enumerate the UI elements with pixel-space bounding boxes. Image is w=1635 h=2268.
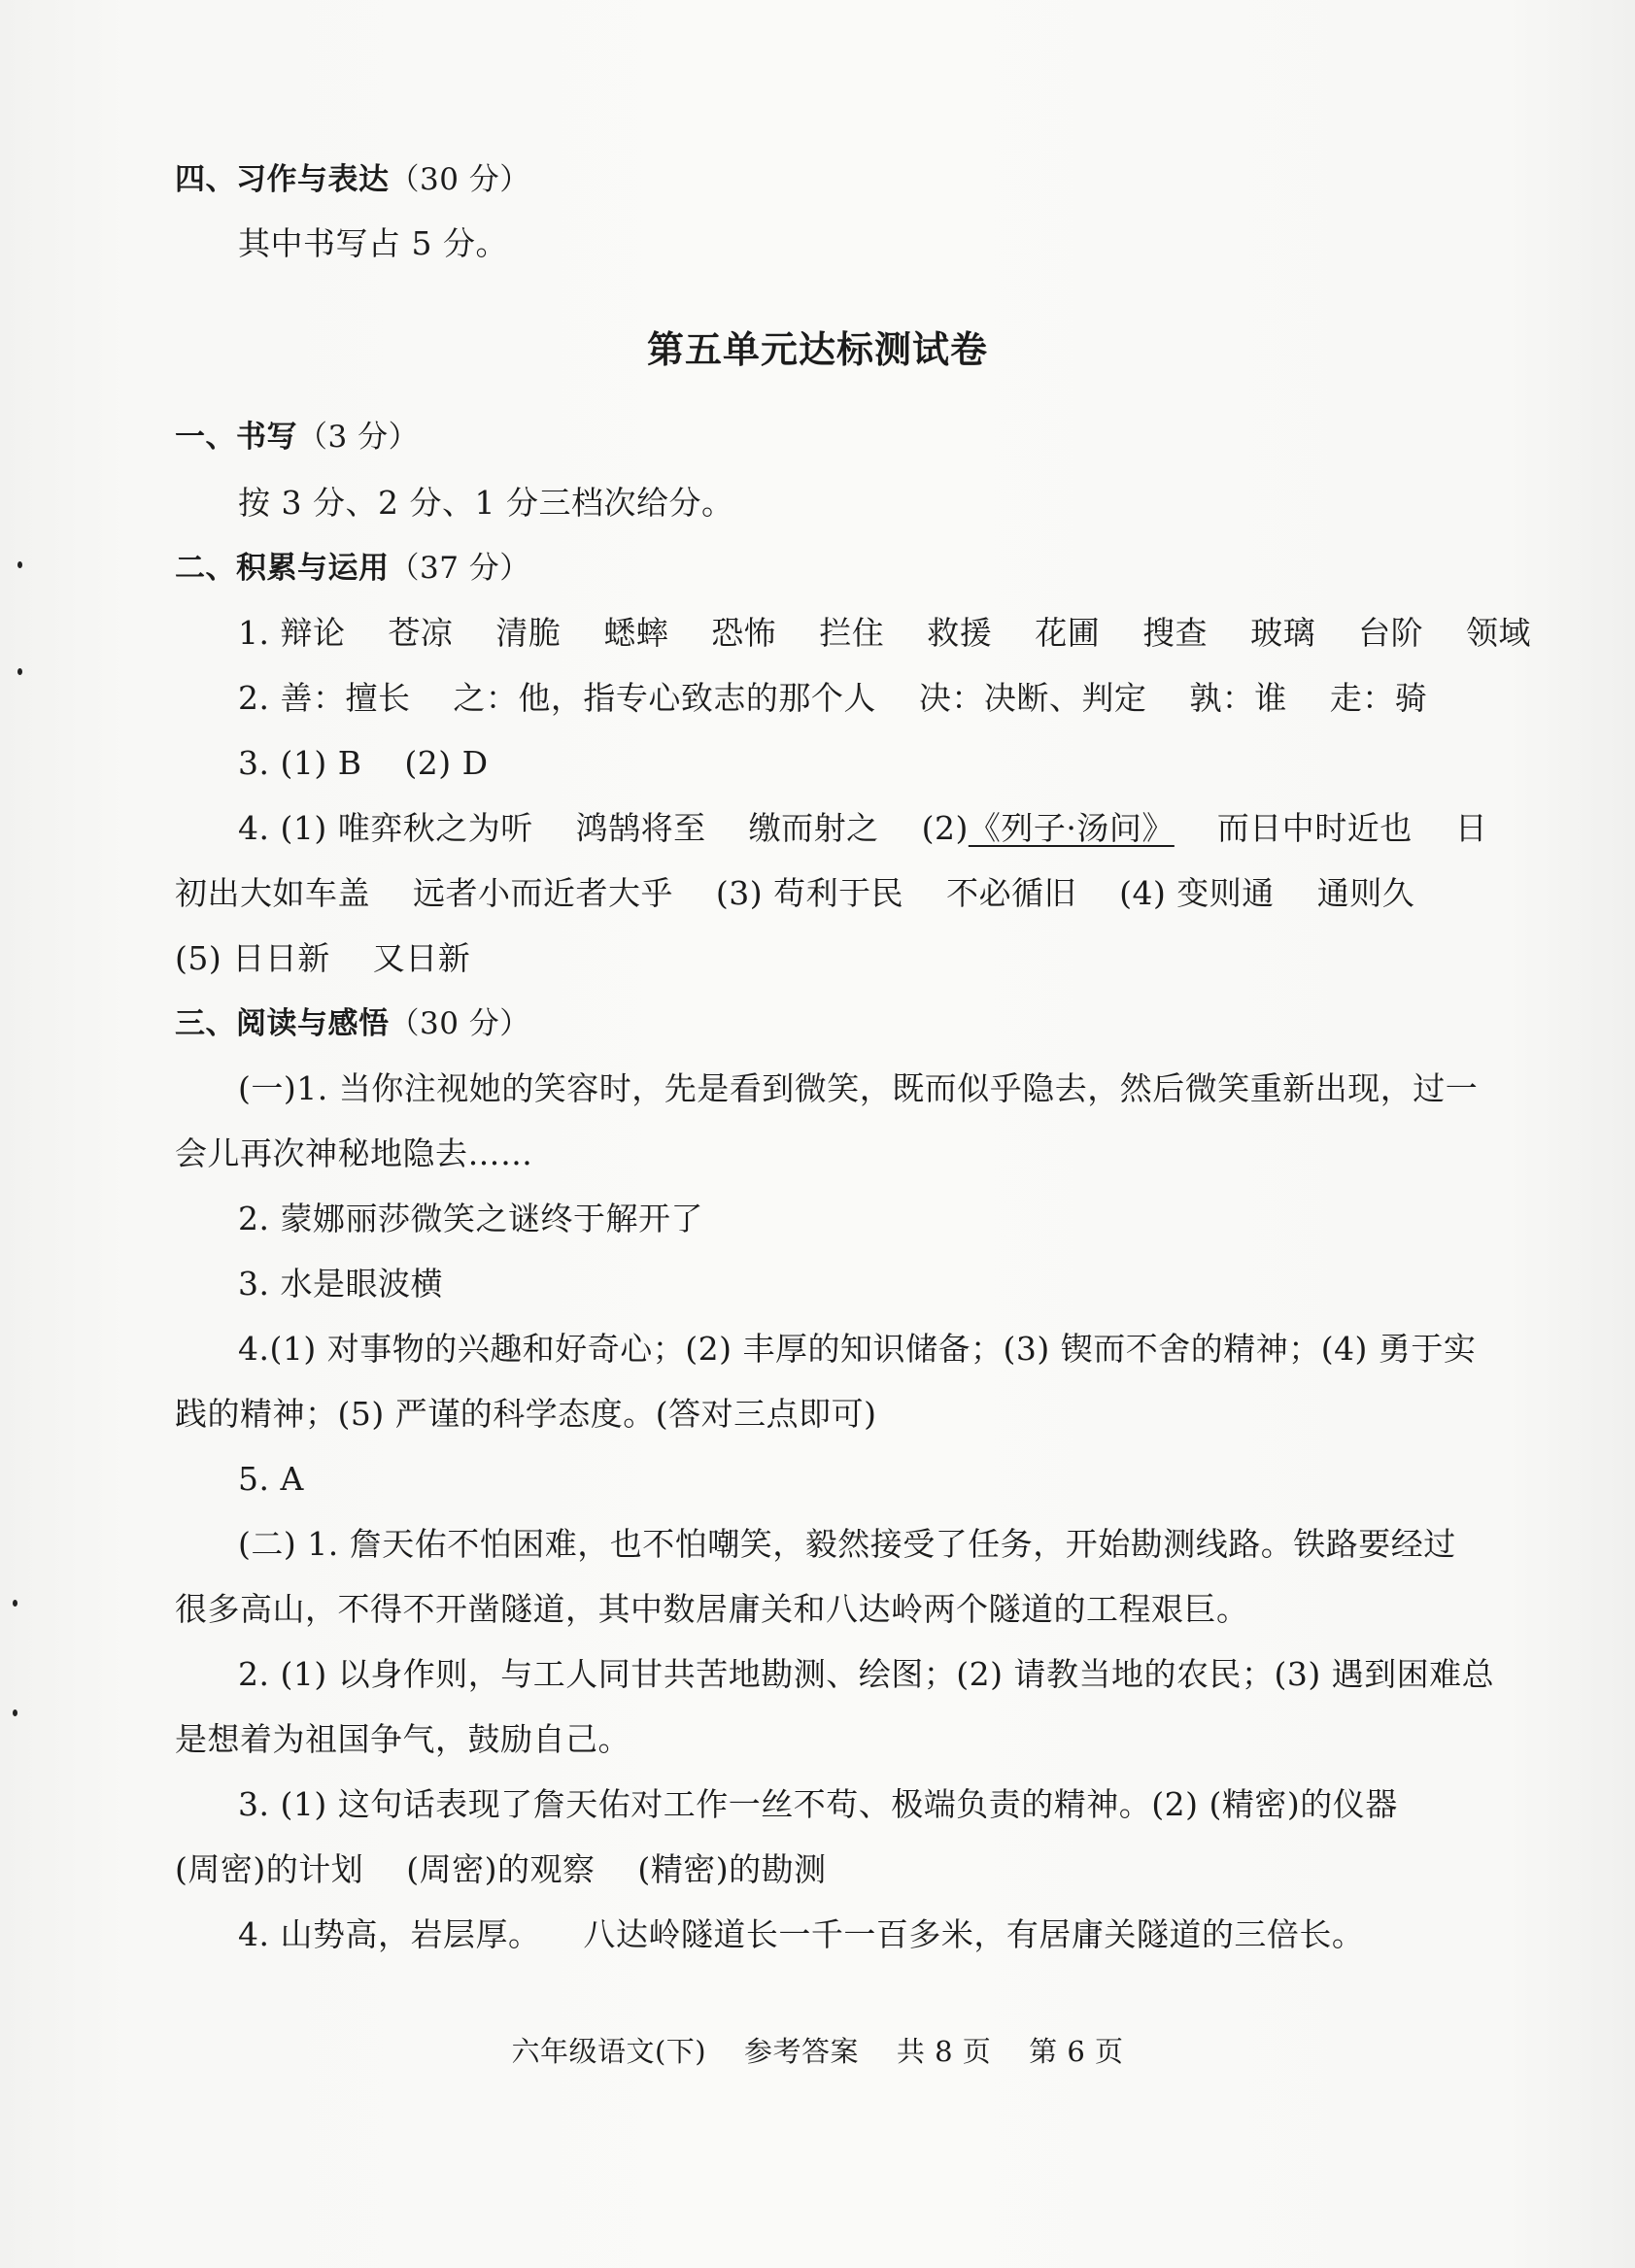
section-1-text: 按 3 分、2 分、1 分三档次给分。 — [238, 484, 734, 522]
section-4-score: （30 分） — [389, 162, 530, 197]
passage-1-q1-line1: (一)1. 当你注视她的笑容时，先是看到微笑，既而似乎隐去，然后微笑重新出现，过一 — [238, 1069, 1479, 1107]
passage-2-q2-line1: 2. (1) 以身作则，与工人同甘共苦地勘测、绘图；(2) 请教当地的农民；(3) 遇到困难总 — [238, 1655, 1495, 1693]
section-1-heading — [175, 416, 419, 458]
section-2-q3: 3. (1) B (2) D — [238, 744, 489, 782]
passage-2-q4: 4. 山势高，岩层厚。 八达岭隧道长一千一百多米，有居庸关隧道的三倍长。 — [238, 1915, 1365, 1953]
section-2-q4-line3: (5) 日日新 又日新 — [175, 939, 471, 977]
section-3-score: （30 分） — [389, 1006, 530, 1041]
section-3-heading-text: 三、阅读与感悟 — [175, 1006, 390, 1041]
passage-2-q3-line1: 3. (1) 这句话表现了詹天佑对工作一丝不苟、极端负责的精神。(2) (精密)的仪器 — [238, 1785, 1398, 1823]
scan-mark — [17, 561, 22, 568]
scan-mark — [13, 1600, 17, 1607]
section-4-heading-text: 四、习作与表达 — [175, 162, 390, 197]
page-title: 第五单元达标测试卷 — [646, 327, 988, 371]
section-1-score: （3 分） — [297, 420, 420, 455]
section-4-heading — [175, 158, 530, 201]
section-2-heading-text: 二、积累与运用 — [175, 551, 390, 586]
section-3-heading — [175, 1002, 530, 1045]
passage-2-q2-line2: 是想着为祖国争气，鼓励自己。 — [175, 1720, 630, 1758]
scan-mark — [17, 668, 22, 675]
passage-1-q2: 2. 蒙娜丽莎微笑之谜终于解开了 — [238, 1200, 703, 1237]
passage-1-q4-line1: 4.(1) 对事物的兴趣和好奇心；(2) 丰厚的知识储备；(3) 锲而不舍的精神；(4) 勇于实 — [238, 1330, 1477, 1368]
section-2-q4 — [238, 807, 1487, 850]
passage-1-q4-line2: 践的精神；(5) 严谨的科学态度。(答对三点即可) — [175, 1395, 877, 1433]
passage-2-q3-line2: (周密)的计划 (周密)的观察 (精密)的勘测 — [175, 1850, 827, 1888]
scan-mark — [13, 1709, 17, 1716]
page-footer: 六年级语文(下) 参考答案 共 8 页 第 6 页 — [511, 2035, 1124, 2068]
section-2-q1: 1. 辩论 苍凉 清脆 蟋蟀 恐怖 拦住 救援 花圃 搜查 玻璃 台阶 领域 — [238, 614, 1532, 652]
section-2-heading — [175, 547, 530, 590]
section-2-q4-line2: 初出大如车盖 远者小而近者大乎 (3) 苟利于民 不必循旧 (4) 变则通 通则久 — [175, 874, 1415, 912]
section-2-q4-end: 而日中时近也 日 — [1174, 809, 1488, 847]
passage-1-q1-line2: 会儿再次神秘地隐去…… — [175, 1134, 533, 1172]
passage-2-q1-line2: 很多高山，不得不开凿隧道，其中数居庸关和八达岭两个隧道的工程艰巨。 — [175, 1590, 1249, 1628]
section-2-q4-start: 4. (1) 唯弈秋之为听 鸿鹄将至 缴而射之 (2) — [238, 809, 969, 847]
section-1-heading-text: 一、书写 — [175, 420, 297, 455]
section-2-q2: 2. 善：擅长 之：他，指专心致志的那个人 决：决断、判定 孰：谁 走：骑 — [238, 679, 1428, 717]
section-2-score: （37 分） — [389, 551, 530, 586]
passage-2-q1-line1: (二) 1. 詹天佑不怕困难，也不怕嘲笑，毅然接受了任务，开始勘测线路。铁路要经过 — [238, 1525, 1456, 1563]
passage-1-q3: 3. 水是眼波横 — [238, 1265, 443, 1303]
passage-1-q5: 5. A — [238, 1460, 304, 1498]
book-title-underlined: 《列子·汤问》 — [968, 809, 1175, 847]
section-4-text: 其中书写占 5 分。 — [238, 224, 508, 262]
